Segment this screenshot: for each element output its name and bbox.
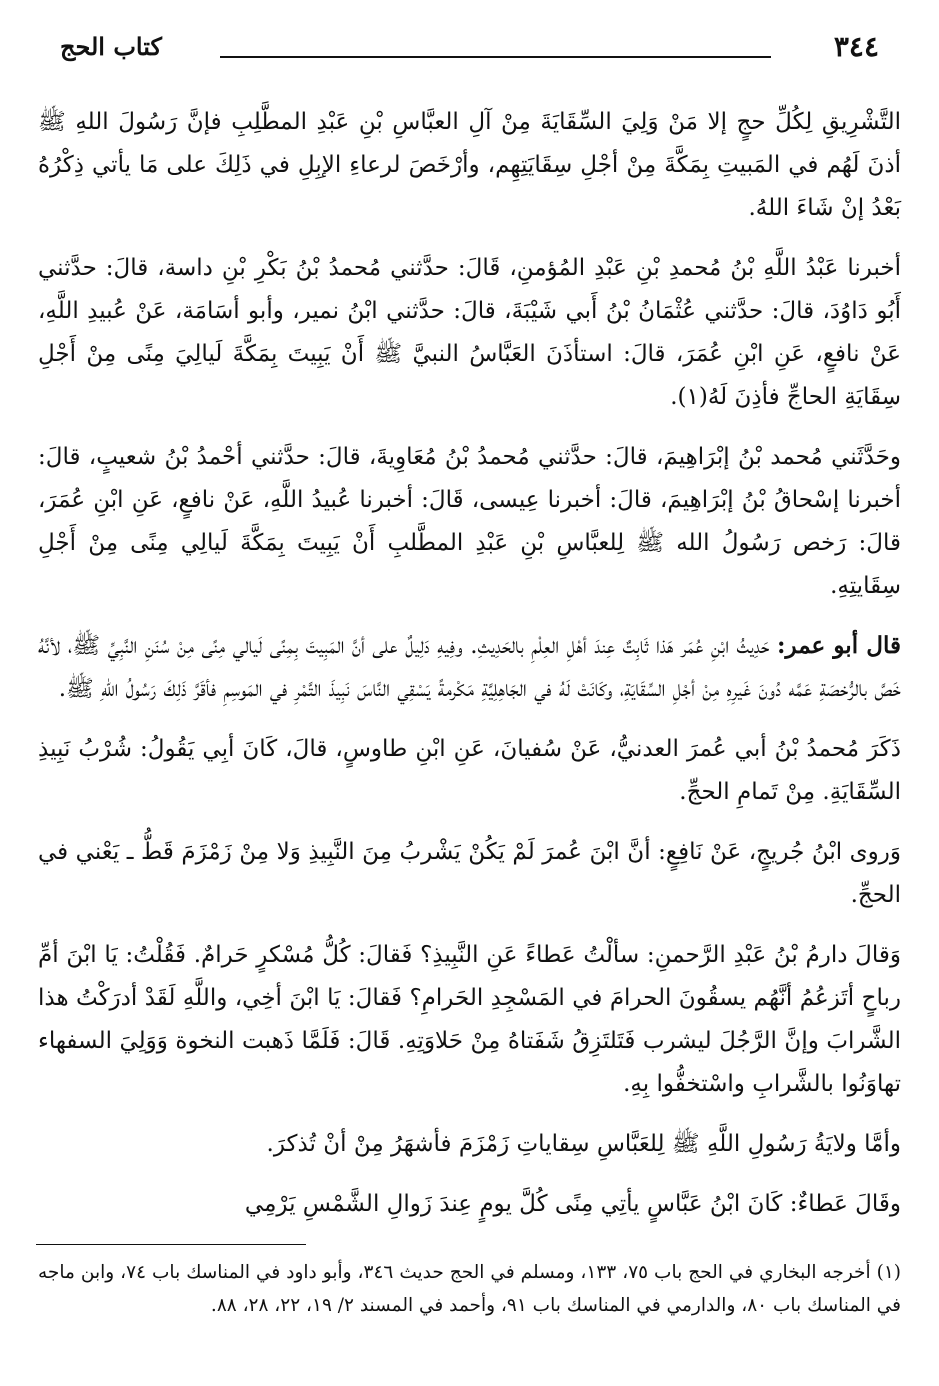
footnote-rule <box>36 1244 306 1245</box>
paragraph-text: وقَالَ عَطاءٌ: كَانَ ابْنُ عَبَّاسٍ يأتِي مِنًى كُلَّ يومٍ عِندَ زَوالِ الشَّمْسِ يَرْمِي <box>244 1191 901 1217</box>
footnote: (١) أخرجه البخاري في الحج باب ٧٥، ١٣٣، ومسلم في الحج حديث ٣٤٦، وأبو داود في المناسك باب ٧٤، وابن ماجه في المناسك باب ٨٠، والدارمي في المناسك باب ٩١، وأحمد في المسند ٢/ ١٩، ٢٢، ٢٨، ٨٨. <box>38 1262 901 1316</box>
paragraph <box>38 933 901 1106</box>
paragraph-text: وَروى ابْنُ جُريجٍ، عَنْ نَافِعٍ: أنَّ ابْنَ عُمرَ لَمْ يَكُنْ يَشْربُ مِنَ النَّبِيذِ وَلا مِنْ زَمْزَمَ قَطُّ ـ يَعْني في الحجِّ. <box>38 839 901 908</box>
page-number: ٣٤٤ <box>833 30 879 63</box>
paragraph <box>38 624 901 711</box>
paragraph <box>38 246 901 419</box>
paragraph-text: حَدِيثُ ابْنِ عُمَر هَذا ثَابِتٌ عِندَ أهْلِ العِلْمِ بالحَدِيثِ. وفِيهِ دَلِيلٌ على أنَّ المَبِيتَ بِمِنًى لَيالي مِنًى مِنْ سُنَنِ النَّبِيِّ ﷺ، لأنَّهُ خَصَّ بالرُّخصَةِ عَمَّه دُونَ غَيرِهِ مِنْ أجْلِ السِّقَايَةِ، وكَانَتْ لَهُ في الجَاهِلِيَّةِ مَكْرمةً يَسْقِي النَّاسَ نَبِيذَ التَّمْرِ في المَوسِمِ فأقَرَّ ذَلِكَ رَسُولُ اللهِ ﷺ. <box>38 633 901 702</box>
paragraph-text: ذَكَرَ مُحمدُ بْنُ أبي عُمرَ العدنيُّ، عَنْ سُفيانَ، عَنِ ابْنِ طاوسٍ، قالَ، كَانَ أبِي يَقُولُ: شُرْبُ نَبِيذِ السِّقَايَةِ. مِنْ تَمامِ الحجِّ. <box>38 736 901 805</box>
paragraph <box>38 1182 901 1226</box>
paragraph-text: أخبرنا عَبْدُ اللَّهِ بْنُ مُحمدِ بْنِ عَبْدِ المُؤمنِ، قَالَ: حدَّثني مُحمدُ بْنُ بَكْرِ بْنِ داسة، قالَ: حدَّثني أَبُو دَاوُدَ، قالَ: حدَّثني عُثْمَانُ بْنُ أَبي شَيْبَةَ، قالَ: حدَّثني ابْنُ نمير، وأبو أسَامَة، عَنْ عُبيدِ اللَّهِ، عَنْ نافعٍ، عَنِ ابْنِ عُمَرَ، قالَ: استأذَنَ العَبَّاسُ النبيَّ ﷺ أَنْ يَبِيتَ بِمَكَّةَ لَيالِيَ مِنًى مِنْ أَجْلِ سِقَايَةِ الحاجِّ فأذِنَ لَهُ(١). <box>38 255 901 410</box>
paragraph-text: وحَدَّثَني مُحمد بْنُ إبْرَاهِيمَ، قالَ: حدَّثني مُحمدُ بْنُ مُعَاوِيةَ، قالَ: حدَّثني أحْمدُ بْنُ شعيبٍ، قالَ: أخبرنا إسْحاقُ بْنُ إبْرَاهِيمَ، قالَ: أخبرنا عِيسى، قَالَ: أخبرنا عُبيدُ اللَّهِ، عَنْ نافعٍ، عَنِ ابْنِ عُمَرَ، قالَ: رَخص رَسُولُ الله ﷺ لِلعبَّاسِ بْنِ عَبْدِ المطَّلبِ أَنْ يَبِيتَ بِمَكَّةَ لَيالِي مِنًى مِنْ أَجْلِ سِقَايتِهِ. <box>38 444 901 599</box>
main-text <box>38 100 901 1242</box>
paragraph <box>38 435 901 608</box>
page-header <box>60 26 879 70</box>
paragraph-text: وأمَّا ولايَةُ رَسُولِ اللَّهِ ﷺ لِلعَبَّاسِ سِقاياتِ زَمْزَمَ فأشهَرُ مِنْ أنْ تُذكرَ. <box>266 1131 901 1157</box>
paragraph <box>38 100 901 230</box>
paragraph <box>38 830 901 917</box>
paragraph <box>38 727 901 814</box>
paragraph-text: وَقالَ دارمُ بْنُ عَبْدِ الرَّحمنِ: سألْتُ عَطاءً عَنِ النَّبِيذِ؟ فَقالَ: كُلُّ مُسْكرٍ حَرامٌ. فَقُلْتُ: يَا ابْنَ أمِّ رباحٍ أتَزعُمُ أنَّهُم يسقُونَ الحرامَ في المَسْجِدِ الحَرامِ؟ فَقالَ: يَا ابْنَ أخِي، واللَّهِ لَقَدْ أدرَكْتُ هذا الشَّرابَ وإنَّ الرَّجُلَ ليشرب فَتَلتَزِقُ شَفَتاهُ مِنْ حَلاوَتِهِ. قَالَ: فَلَمَّا ذَهبت النخوة وَوَلِيَ السفهاء تهاوَنُوا بالشَّرابِ واسْتخفُّوا بِهِ. <box>38 942 901 1097</box>
paragraph-text: التَّشْرِيقِ لِكُلِّ حجٍ إلا مَنْ وَلِيَ السِّقَايَةَ مِنْ آلِ العبَّاسِ بْنِ عَبْدِ المطَّلِبِ فإنَّ رَسُولَ اللهِ ﷺ أذنَ لَهُم في المَبيتِ بِمَكَّةَ مِنْ أجْلِ سِقَايَتِهِم، وأرْخَصَ لرعاءِ الإبِلِ في ذَلِكَ على مَا يأتي ذِكْرُهُ بَعْدُ إنْ شَاءَ اللهُ. <box>38 109 901 221</box>
paragraph <box>38 1122 901 1166</box>
book-title: كتاب الحج <box>60 32 162 61</box>
paragraph-lead: قال أبو عمر: <box>777 632 901 659</box>
header-rule <box>220 56 771 58</box>
